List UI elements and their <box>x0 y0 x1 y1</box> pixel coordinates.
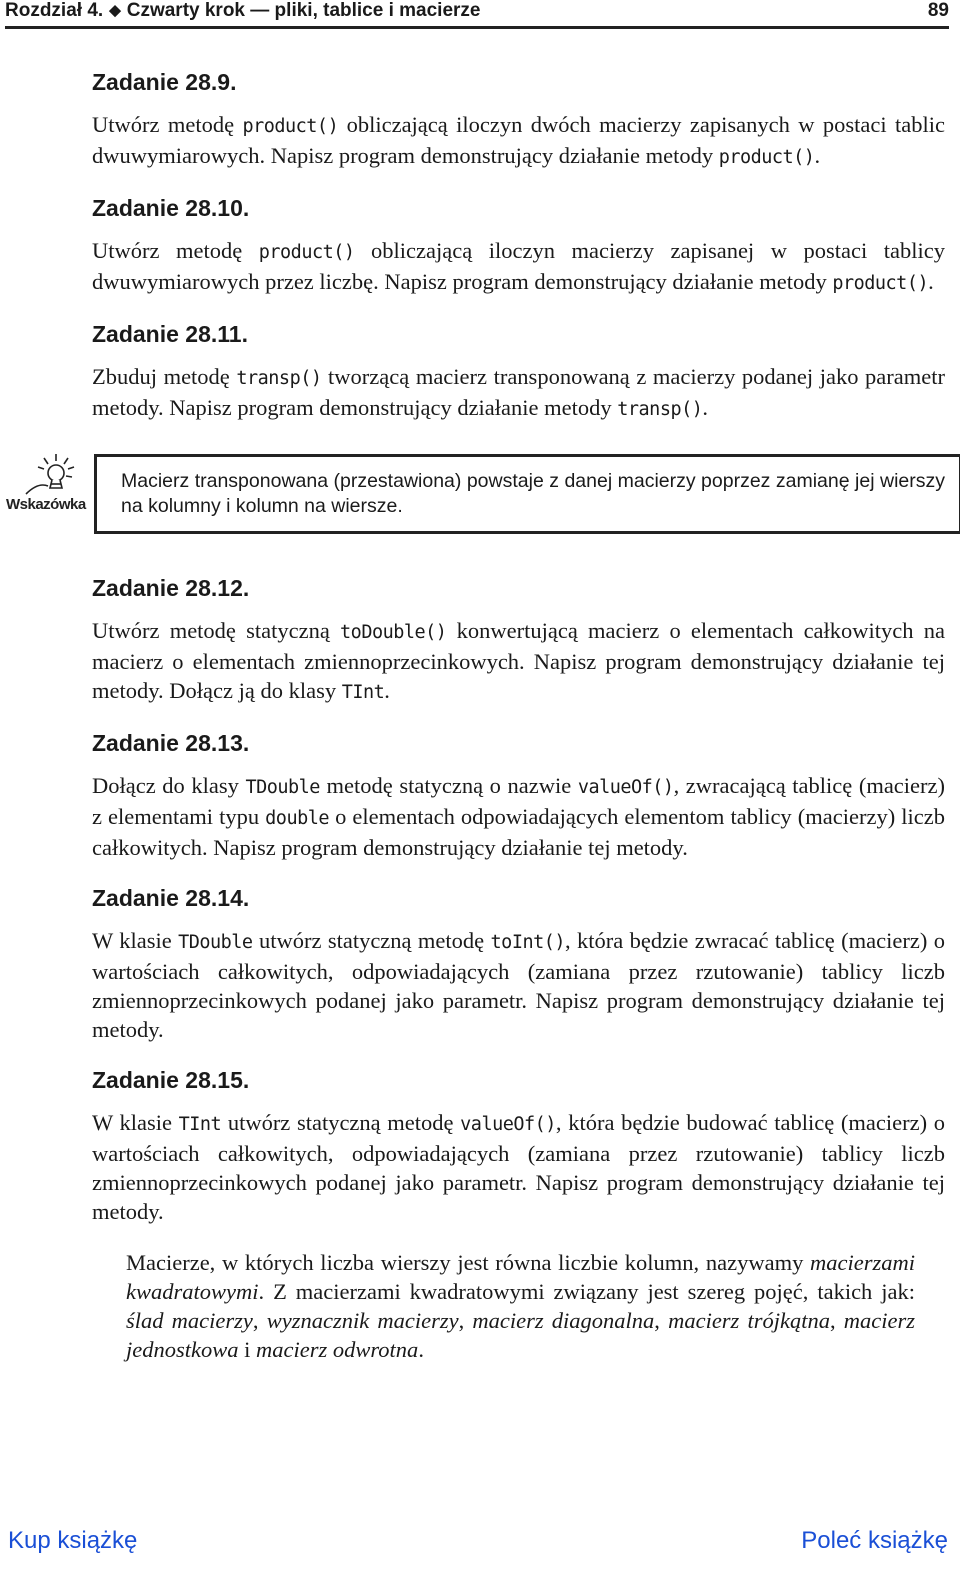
task-title: Zadanie 28.13. <box>92 730 250 756</box>
page-header <box>5 0 949 29</box>
code-identifier: transp() <box>617 399 703 420</box>
text-run: , która będzie budować tablicę (macierz) o wartościach całkowitych, odpowiadających (zamiana przez rzutowanie) tablicy liczb zmiennoprzecinkowych podanej jako parametr. Napisz program demonstrujący działanie tej metody. <box>92 1110 945 1224</box>
chapter-title: Czwarty krok — pliki, tablice i macierze <box>126 0 481 21</box>
task-title: Zadanie 28.14. <box>92 885 250 911</box>
task-text <box>92 771 945 862</box>
note-paragraph <box>126 1248 915 1364</box>
term: ślad macierzy <box>126 1308 253 1333</box>
code-identifier: product() <box>718 147 815 168</box>
task-title: Zadanie 28.10. <box>92 195 250 221</box>
task-text <box>92 1108 945 1226</box>
code-identifier: TDouble <box>245 777 320 798</box>
text-run: o elementach odpowiadających elementom tablicy (macierzy) liczb całkowitych. Napisz program demonstrujący działanie tej metody. <box>92 804 945 860</box>
task-28-13 <box>92 729 945 862</box>
text-run: Utwórz metodę <box>92 238 259 263</box>
code-identifier: product() <box>242 116 339 137</box>
text-run: utwórz statyczną metodę <box>221 1110 461 1135</box>
task-text <box>92 362 945 424</box>
text-run: , zwracającą tablicę (macierz) z elementami typu <box>92 773 945 829</box>
text-run: obliczającą iloczyn dwóch macierzy zapisanych w postaci tablic dwuwymiarowych. Napisz program demonstrujący działanie metody <box>92 112 945 168</box>
task-28-10 <box>92 194 945 298</box>
code-identifier: transp() <box>236 368 322 389</box>
text-run: . <box>418 1337 424 1362</box>
text-run: konwertującą macierz o elementach całkowitych na macierz o elementach zmiennoprzecinkowych. Napisz program demonstrujący działanie tej metody. Dołącz ją do klasy <box>92 618 945 703</box>
text-run: utwórz statyczną metodę <box>252 928 491 953</box>
diamond-icon: ◆ <box>109 2 121 19</box>
text-run: obliczającą iloczyn macierzy zapisanej w postaci tablicy dwuwymiarowych przez liczbę. Napisz program demonstrujący działanie metody <box>92 238 945 294</box>
task-28-15 <box>92 1066 945 1226</box>
hint-lightbulb-icon <box>8 452 88 522</box>
term: macierz jednostkowa <box>126 1308 916 1362</box>
task-28-14 <box>92 884 945 1044</box>
recommend-book-link[interactable]: Poleć książkę <box>801 1527 948 1554</box>
term: macierzami kwadratowymi <box>126 1250 915 1304</box>
text-run: Dołącz do klasy <box>92 773 246 798</box>
term: macierz odwrotna <box>256 1337 419 1362</box>
text-run: , <box>458 1308 473 1333</box>
term: macierz diagonalna <box>472 1308 655 1333</box>
term: wyznacznik macierzy <box>266 1308 459 1333</box>
chapter-label: Rozdział 4. <box>5 0 104 21</box>
text-run: tworzącą macierz transponowaną z macierzy podanej jako parametr metody. Napisz program demonstrujący działanie metody <box>92 364 945 420</box>
page-content <box>6 68 945 1364</box>
task-text <box>92 926 945 1044</box>
term: macierz trójkątna <box>668 1308 830 1333</box>
text-run: . <box>814 143 821 168</box>
hint-label: Wskazówka <box>6 496 86 513</box>
code-identifier: product() <box>832 273 929 294</box>
code-identifier: toInt() <box>490 932 566 953</box>
text-run: Utwórz metodę <box>92 112 243 137</box>
text-run: . <box>702 395 708 420</box>
text-run: , <box>654 1308 669 1333</box>
text-run: Zbuduj metodę <box>92 364 237 389</box>
task-title: Zadanie 28.11. <box>92 321 248 347</box>
text-run: W klasie <box>92 1110 179 1135</box>
text-run: . <box>928 269 934 294</box>
task-title: Zadanie 28.9. <box>92 69 237 95</box>
task-title: Zadanie 28.15. <box>92 1067 250 1093</box>
text-run: , <box>252 1308 267 1333</box>
text-run: . <box>384 678 390 703</box>
text-run: Macierze, w których liczba wierszy jest równa liczbie kolumn, nazywamy <box>126 1250 810 1275</box>
code-identifier: TInt <box>178 1114 222 1135</box>
code-identifier: valueOf() <box>577 777 674 798</box>
code-identifier: TInt <box>341 682 385 703</box>
task-28-12 <box>92 574 945 707</box>
code-identifier: TDouble <box>178 932 253 953</box>
task-28-9 <box>92 68 945 172</box>
page-number: 89 <box>927 0 949 21</box>
text-run: . Z macierzami kwadratowymi związany jest szereg pojęć, takich jak: <box>258 1279 915 1304</box>
text-run: Utwórz metodę statyczną <box>92 618 341 643</box>
task-text <box>92 110 945 172</box>
code-identifier: product() <box>258 242 355 263</box>
task-text <box>92 236 945 298</box>
buy-book-link[interactable]: Kup książkę <box>8 1527 138 1554</box>
text-run: W klasie <box>92 928 179 953</box>
text-run: metodę statyczną o nazwie <box>319 773 578 798</box>
task-text <box>92 616 945 707</box>
code-identifier: toDouble() <box>340 622 447 643</box>
code-identifier: double <box>265 808 329 829</box>
task-28-11 <box>92 320 945 424</box>
text-run: , która będzie zwracać tablicę (macierz) o wartościach całkowitych, odpowiadających (zamiana przez rzutowanie) tablicy liczb zmiennoprzecinkowych podanej jako parametr. Napisz program demonstrujący działanie tej metody. <box>92 928 945 1042</box>
text-run: i <box>238 1337 257 1362</box>
hint-box: Macierz transponowana (przestawiona) powstaje z danej macierzy poprzez zamianę jej wierszy na kolumny i kolumn na wiersze. <box>94 454 960 534</box>
code-identifier: valueOf() <box>460 1114 556 1135</box>
text-run: , <box>829 1308 844 1333</box>
running-head <box>5 0 481 23</box>
task-title: Zadanie 28.12. <box>92 575 250 601</box>
hint-block <box>6 454 945 536</box>
